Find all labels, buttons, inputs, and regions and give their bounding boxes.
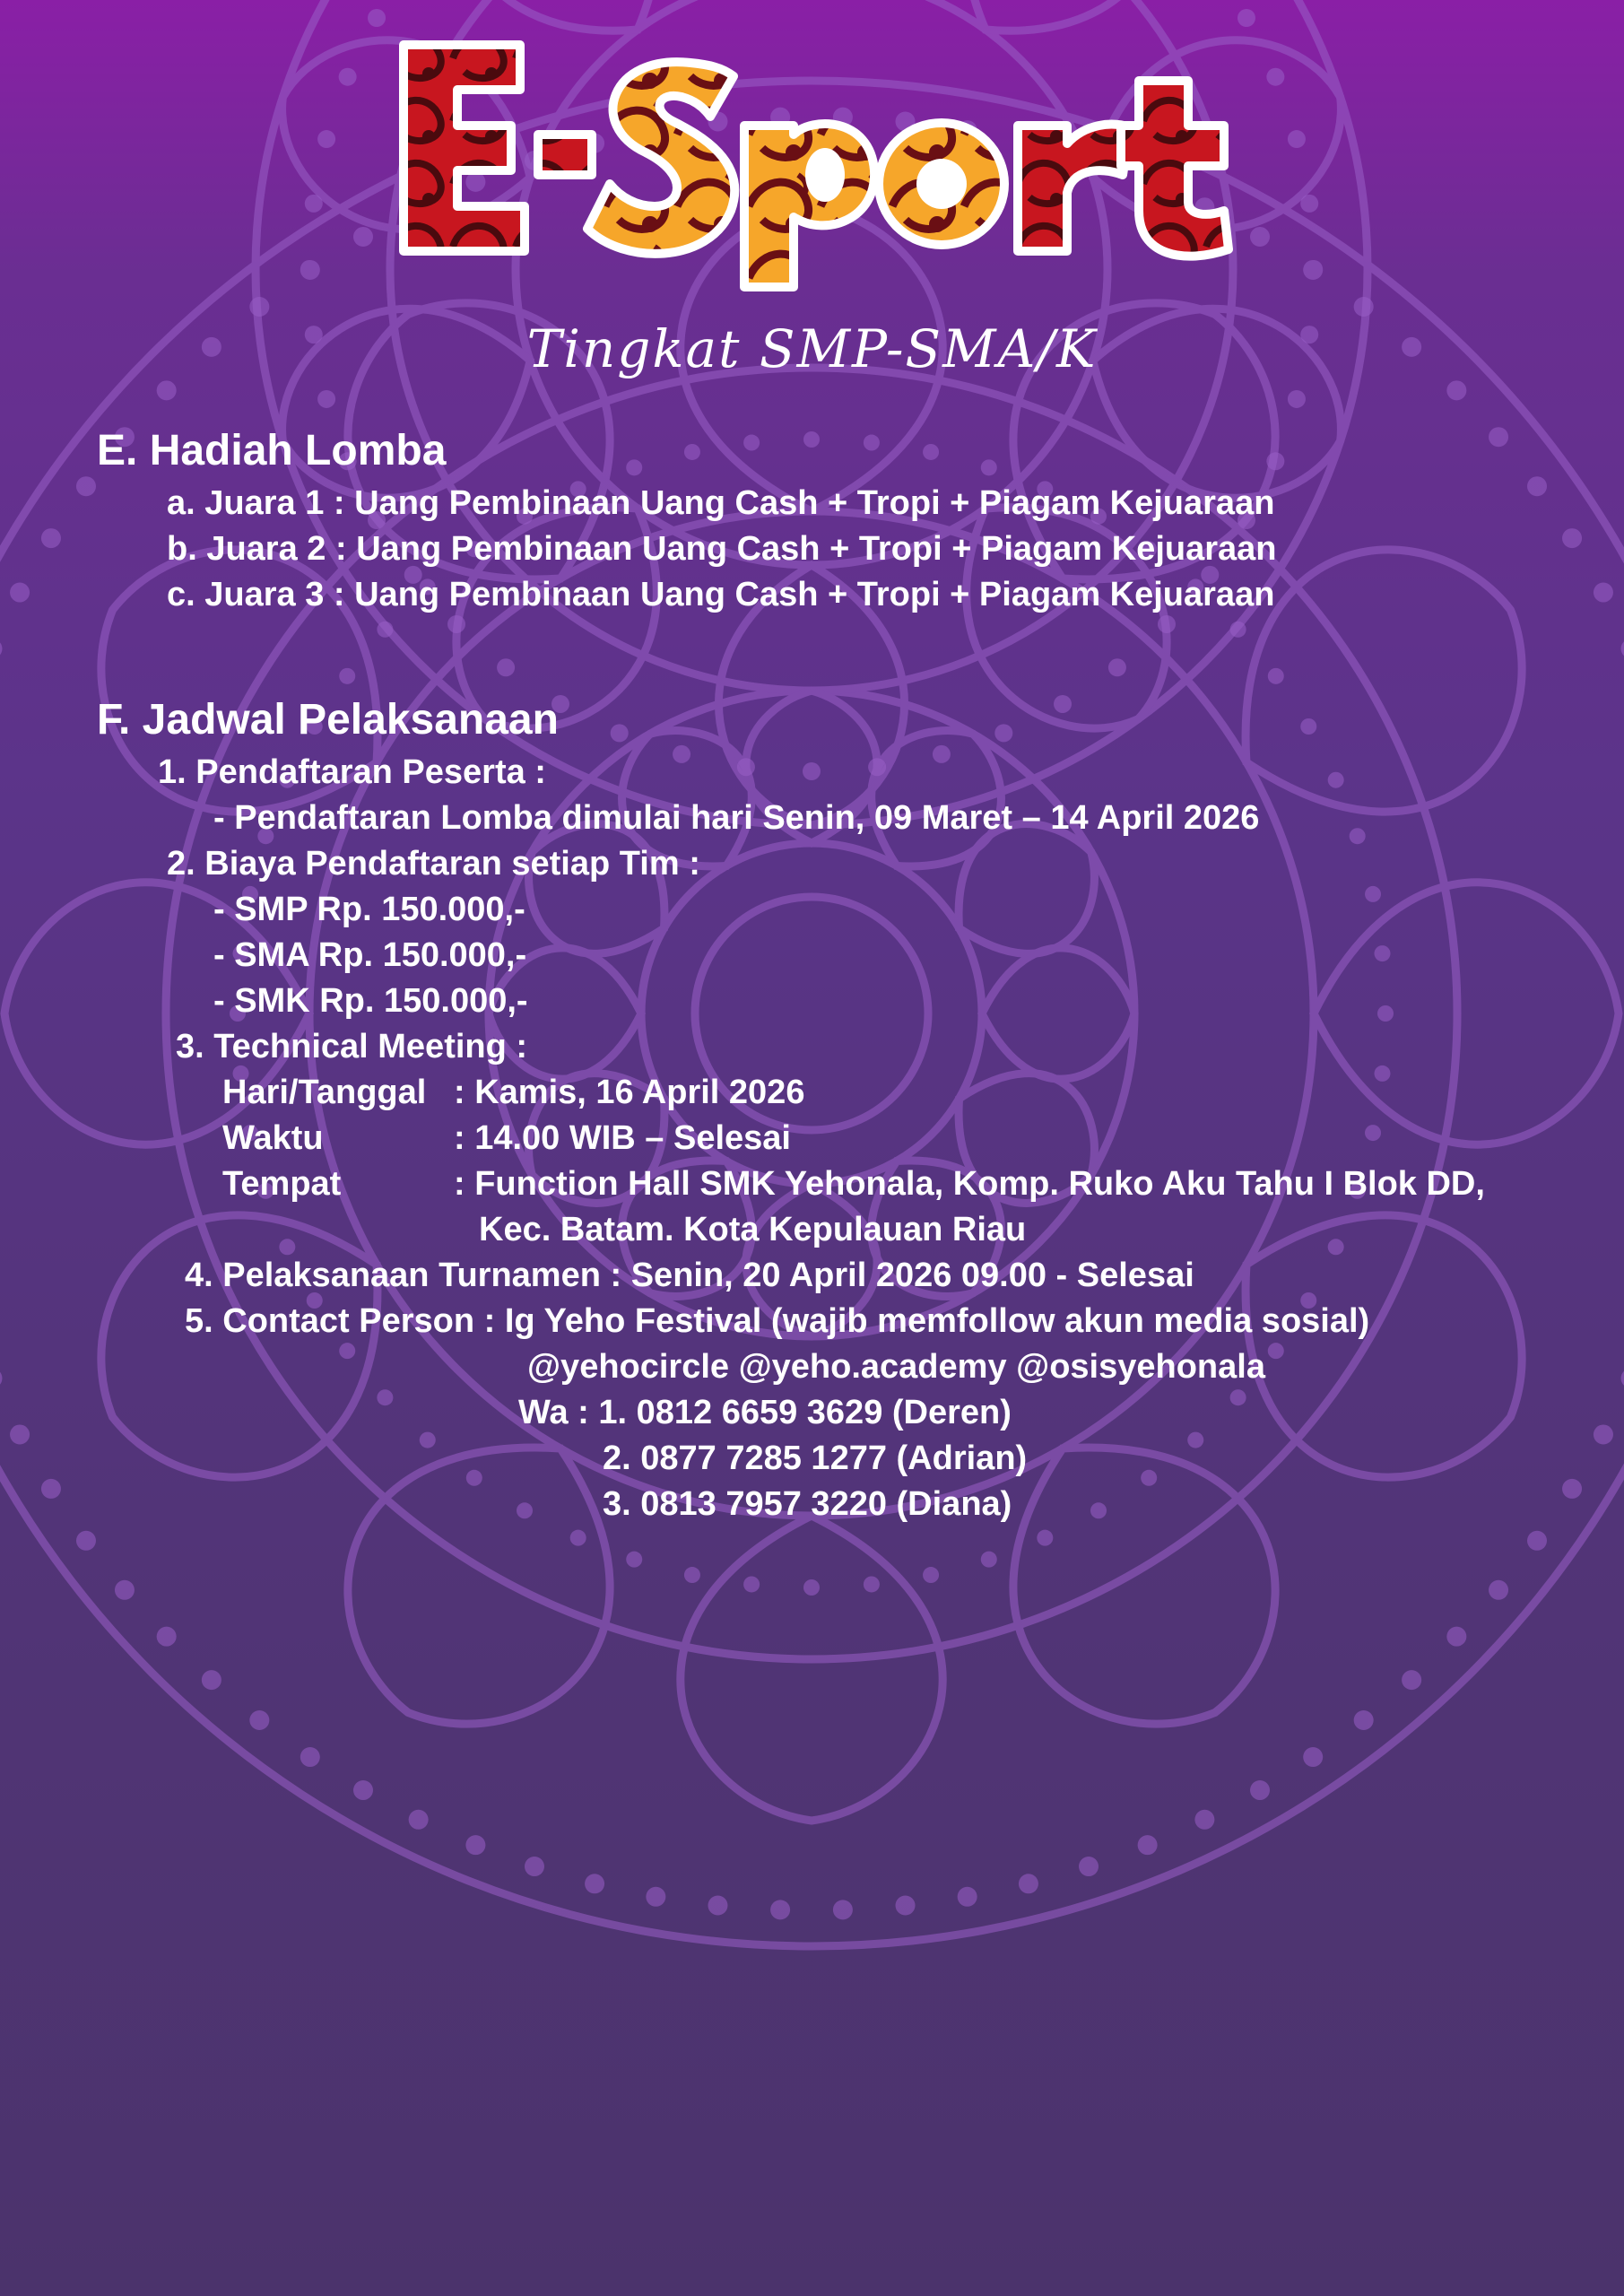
biaya-label: 2. Biaya Pendaftaran setiap Tim : [167,845,700,883]
tm-waktu-label: Waktu [222,1119,324,1157]
section-heading-jadwal: F. Jadwal Pelaksanaan [97,696,559,744]
esport-logo [386,27,1246,296]
pendaftaran-label: 1. Pendaftaran Peserta : [158,753,546,791]
biaya-item: - SMP Rp. 150.000,- [213,891,525,928]
hadiah-item: b. Juara 2 : Uang Pembinaan Uang Cash + Tropi + Piagam Kejuaraan [167,530,1277,568]
technical-meeting-label: 3. Technical Meeting : [176,1028,528,1065]
contact-person-line: 5. Contact Person : Ig Yeho Festival (wajib memfollow akun media sosial) [185,1302,1370,1340]
tm-waktu-value: : 14.00 WIB – Selesai [454,1119,791,1157]
biaya-item: - SMK Rp. 150.000,- [213,982,528,1020]
section-heading-hadiah: E. Hadiah Lomba [97,427,447,474]
tm-tempat-value: : Function Hall SMK Yehonala, Komp. Ruko Aku Tahu I Blok DD, [454,1165,1485,1203]
tm-tempat-label: Tempat [222,1165,342,1203]
hadiah-item: c. Juara 3 : Uang Pembinaan Uang Cash + Tropi + Piagam Kejuaraan [167,576,1275,613]
hadiah-item: a. Juara 1 : Uang Pembinaan Uang Cash + Tropi + Piagam Kejuaraan [167,484,1275,522]
turnamen-line: 4. Pelaksanaan Turnamen : Senin, 20 April 2026 09.00 - Selesai [185,1257,1194,1294]
subtitle: Tingkat SMP-SMA/K [526,318,1098,379]
contact-instagram: @yehocircle @yeho.academy @osisyehonala [527,1348,1265,1386]
pendaftaran-detail: - Pendaftaran Lomba dimulai hari Senin, 09 Maret – 14 April 2026 [213,799,1260,837]
tm-hari-label: Hari/Tanggal [222,1074,427,1111]
biaya-item: - SMA Rp. 150.000,- [213,936,527,974]
contact-whatsapp-3: 3. 0813 7957 3220 (Diana) [603,1485,1012,1523]
tm-hari-value: : Kamis, 16 April 2026 [454,1074,805,1111]
contact-whatsapp-1: Wa : 1. 0812 6659 3629 (Deren) [518,1394,1012,1431]
contact-whatsapp-2: 2. 0877 7285 1277 (Adrian) [603,1439,1028,1477]
tm-tempat-value-line2: Kec. Batam. Kota Kepulauan Riau [479,1211,1027,1248]
